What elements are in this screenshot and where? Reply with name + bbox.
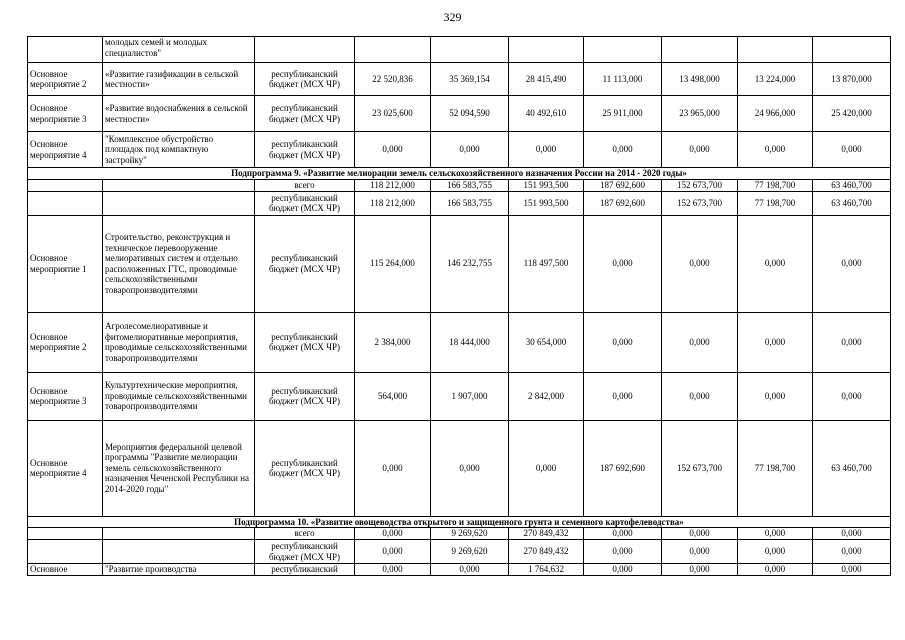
amount-cell: 18 444,000 bbox=[431, 312, 509, 372]
amount-cell: 166 583,755 bbox=[431, 191, 509, 215]
amount-cell: 152 673,700 bbox=[662, 420, 738, 516]
table-row bbox=[28, 179, 891, 191]
amount-cell: 115 264,000 bbox=[355, 215, 431, 312]
event-description-cell: Агролесомелиоративные и фитомелиоративные мероприятия, проводимые сельскохозяйственными товаропроизводителями bbox=[103, 312, 255, 372]
amount-cell: 63 460,700 bbox=[813, 179, 891, 191]
amount-cell: 0,000 bbox=[813, 372, 891, 420]
page-number: 329 bbox=[443, 10, 462, 24]
funding-source-cell: республиканский бюджет (МСХ ЧР) bbox=[255, 540, 355, 564]
amount-cell: 2 842,000 bbox=[509, 372, 584, 420]
funding-source-cell: республиканский бюджет (МСХ ЧР) bbox=[255, 132, 355, 168]
event-description-cell: молодых семей и молодых специалистов" bbox=[103, 37, 255, 63]
event-label-cell: Основное мероприятие 1 bbox=[28, 215, 103, 312]
amount-cell: 63 460,700 bbox=[813, 191, 891, 215]
amount-cell: 0,000 bbox=[584, 312, 662, 372]
amount-cell: 0,000 bbox=[813, 312, 891, 372]
subprogram-header-row bbox=[28, 168, 891, 180]
amount-cell: 2 384,000 bbox=[355, 312, 431, 372]
event-description-cell: "Развитие производства bbox=[103, 564, 255, 576]
table-row bbox=[28, 372, 891, 420]
event-label-cell: Основное bbox=[28, 564, 103, 576]
amount-cell: 151 993,500 bbox=[509, 179, 584, 191]
funding-source-cell: республиканский бюджет (МСХ ЧР) bbox=[255, 372, 355, 420]
amount-cell: 0,000 bbox=[738, 528, 813, 540]
amount-cell: 0,000 bbox=[509, 420, 584, 516]
funding-source-cell: республиканский бюджет (МСХ ЧР) bbox=[255, 215, 355, 312]
amount-cell: 166 583,755 bbox=[431, 179, 509, 191]
amount-cell: 77 198,700 bbox=[738, 420, 813, 516]
table-body bbox=[28, 37, 891, 576]
funding-source-cell: республиканский бюджет (МСХ ЧР) bbox=[255, 312, 355, 372]
event-label-cell: Основное мероприятие 3 bbox=[28, 96, 103, 132]
funding-source-cell: республиканский бюджет (МСХ ЧР) bbox=[255, 420, 355, 516]
amount-cell bbox=[509, 37, 584, 63]
amount-cell: 0,000 bbox=[813, 540, 891, 564]
event-label-cell: Основное мероприятие 2 bbox=[28, 312, 103, 372]
amount-cell: 9 269,620 bbox=[431, 528, 509, 540]
amount-cell: 30 654,000 bbox=[509, 312, 584, 372]
event-description-cell bbox=[103, 179, 255, 191]
amount-cell: 0,000 bbox=[813, 215, 891, 312]
table-row bbox=[28, 215, 891, 312]
amount-cell: 0,000 bbox=[813, 528, 891, 540]
amount-cell: 0,000 bbox=[431, 564, 509, 576]
funding-source-cell bbox=[255, 37, 355, 63]
amount-cell: 0,000 bbox=[355, 528, 431, 540]
amount-cell: 0,000 bbox=[431, 132, 509, 168]
amount-cell: 13 498,000 bbox=[662, 63, 738, 96]
event-label-cell: Основное мероприятие 4 bbox=[28, 132, 103, 168]
event-description-cell: «Развитие водоснабжения в сельской местности» bbox=[103, 96, 255, 132]
amount-cell: 0,000 bbox=[738, 540, 813, 564]
table-row bbox=[28, 312, 891, 372]
amount-cell: 0,000 bbox=[584, 132, 662, 168]
funding-source-cell: республиканский bbox=[255, 564, 355, 576]
amount-cell: 0,000 bbox=[738, 564, 813, 576]
amount-cell: 0,000 bbox=[662, 132, 738, 168]
amount-cell: 0,000 bbox=[355, 540, 431, 564]
amount-cell: 23 965,000 bbox=[662, 96, 738, 132]
amount-cell: 0,000 bbox=[355, 132, 431, 168]
amount-cell: 187 692,600 bbox=[584, 191, 662, 215]
amount-cell bbox=[738, 37, 813, 63]
amount-cell bbox=[584, 37, 662, 63]
amount-cell: 0,000 bbox=[355, 564, 431, 576]
amount-cell: 25 420,000 bbox=[813, 96, 891, 132]
amount-cell: 187 692,600 bbox=[584, 179, 662, 191]
amount-cell: 9 269,620 bbox=[431, 540, 509, 564]
event-description-cell: "Комплексное обустройство площадок под компактную застройку" bbox=[103, 132, 255, 168]
amount-cell: 11 113,000 bbox=[584, 63, 662, 96]
table-row bbox=[28, 132, 891, 168]
table-row bbox=[28, 63, 891, 96]
table-row bbox=[28, 191, 891, 215]
event-label-cell bbox=[28, 540, 103, 564]
funding-source-cell: всего bbox=[255, 528, 355, 540]
amount-cell: 270 849,432 bbox=[509, 528, 584, 540]
amount-cell bbox=[431, 37, 509, 63]
amount-cell: 40 492,610 bbox=[509, 96, 584, 132]
amount-cell: 23 025,600 bbox=[355, 96, 431, 132]
amount-cell: 0,000 bbox=[662, 540, 738, 564]
amount-cell: 0,000 bbox=[738, 215, 813, 312]
amount-cell: 0,000 bbox=[662, 312, 738, 372]
funding-source-cell: республиканский бюджет (МСХ ЧР) bbox=[255, 63, 355, 96]
event-label-cell: Основное мероприятие 3 bbox=[28, 372, 103, 420]
amount-cell: 118 497,500 bbox=[509, 215, 584, 312]
amount-cell: 0,000 bbox=[584, 215, 662, 312]
event-label-cell: Основное мероприятие 2 bbox=[28, 63, 103, 96]
event-description-cell bbox=[103, 191, 255, 215]
event-label-cell bbox=[28, 37, 103, 63]
amount-cell: 13 224,000 bbox=[738, 63, 813, 96]
budget-table bbox=[27, 36, 891, 576]
amount-cell: 35 369,154 bbox=[431, 63, 509, 96]
amount-cell: 0,000 bbox=[355, 420, 431, 516]
amount-cell: 0,000 bbox=[584, 372, 662, 420]
amount-cell: 63 460,700 bbox=[813, 420, 891, 516]
amount-cell: 152 673,700 bbox=[662, 179, 738, 191]
amount-cell: 77 198,700 bbox=[738, 191, 813, 215]
amount-cell bbox=[355, 37, 431, 63]
funding-source-cell: республиканский бюджет (МСХ ЧР) bbox=[255, 191, 355, 215]
amount-cell: 0,000 bbox=[738, 312, 813, 372]
amount-cell: 0,000 bbox=[584, 540, 662, 564]
event-label-cell bbox=[28, 191, 103, 215]
amount-cell: 564,000 bbox=[355, 372, 431, 420]
table-row bbox=[28, 96, 891, 132]
event-description-cell: Культуртехнические мероприятия, проводимые сельскохозяйственными товаропроизводителями bbox=[103, 372, 255, 420]
amount-cell: 270 849,432 bbox=[509, 540, 584, 564]
subprogram-title: Подпрограмма 10. «Развитие овощеводства открытого и защищенного грунта и семенного картофелеводства» bbox=[28, 516, 891, 528]
event-label-cell bbox=[28, 179, 103, 191]
amount-cell: 77 198,700 bbox=[738, 179, 813, 191]
event-description-cell bbox=[103, 540, 255, 564]
event-description-cell bbox=[103, 528, 255, 540]
amount-cell: 1 907,000 bbox=[431, 372, 509, 420]
amount-cell: 118 212,000 bbox=[355, 191, 431, 215]
subprogram-header-row bbox=[28, 516, 891, 528]
subprogram-title: Подпрограмма 9. «Развитие мелиорации земель сельскохозяйственного назначения России на 2014 - 2020 годы» bbox=[28, 168, 891, 180]
amount-cell: 0,000 bbox=[738, 372, 813, 420]
table-row bbox=[28, 37, 891, 63]
amount-cell: 13 870,000 bbox=[813, 63, 891, 96]
amount-cell: 0,000 bbox=[738, 132, 813, 168]
table-row bbox=[28, 540, 891, 564]
funding-source-cell: республиканский бюджет (МСХ ЧР) bbox=[255, 96, 355, 132]
amount-cell: 0,000 bbox=[584, 528, 662, 540]
amount-cell: 151 993,500 bbox=[509, 191, 584, 215]
amount-cell: 118 212,000 bbox=[355, 179, 431, 191]
amount-cell bbox=[662, 37, 738, 63]
amount-cell: 1 764,632 bbox=[509, 564, 584, 576]
event-label-cell bbox=[28, 528, 103, 540]
event-label-cell: Основное мероприятие 4 bbox=[28, 420, 103, 516]
amount-cell: 24 966,000 bbox=[738, 96, 813, 132]
amount-cell: 187 692,600 bbox=[584, 420, 662, 516]
amount-cell: 22 520,836 bbox=[355, 63, 431, 96]
amount-cell: 0,000 bbox=[813, 564, 891, 576]
amount-cell: 52 094,590 bbox=[431, 96, 509, 132]
amount-cell: 0,000 bbox=[813, 132, 891, 168]
amount-cell: 0,000 bbox=[509, 132, 584, 168]
amount-cell: 25 911,000 bbox=[584, 96, 662, 132]
amount-cell: 152 673,700 bbox=[662, 191, 738, 215]
amount-cell: 146 232,755 bbox=[431, 215, 509, 312]
table-row bbox=[28, 564, 891, 576]
amount-cell: 28 415,490 bbox=[509, 63, 584, 96]
amount-cell: 0,000 bbox=[662, 215, 738, 312]
event-description-cell: «Развитие газификации в сельской местности» bbox=[103, 63, 255, 96]
amount-cell: 0,000 bbox=[662, 564, 738, 576]
amount-cell: 0,000 bbox=[662, 372, 738, 420]
event-description-cell: Мероприятия федеральной целевой программы "Развитие мелиорации земель сельскохозяйственного назначения Чеченской Республики на 2014-2020 годы" bbox=[103, 420, 255, 516]
amount-cell: 0,000 bbox=[431, 420, 509, 516]
table-row bbox=[28, 420, 891, 516]
amount-cell bbox=[813, 37, 891, 63]
table-row bbox=[28, 528, 891, 540]
funding-source-cell: всего bbox=[255, 179, 355, 191]
event-description-cell: Строительство, реконструкция и техническое перевооружение мелиоративных систем и отдельно расположенных ГТС, проводимые сельскохозяйственными товаропроизводителями bbox=[103, 215, 255, 312]
amount-cell: 0,000 bbox=[584, 564, 662, 576]
amount-cell: 0,000 bbox=[662, 528, 738, 540]
